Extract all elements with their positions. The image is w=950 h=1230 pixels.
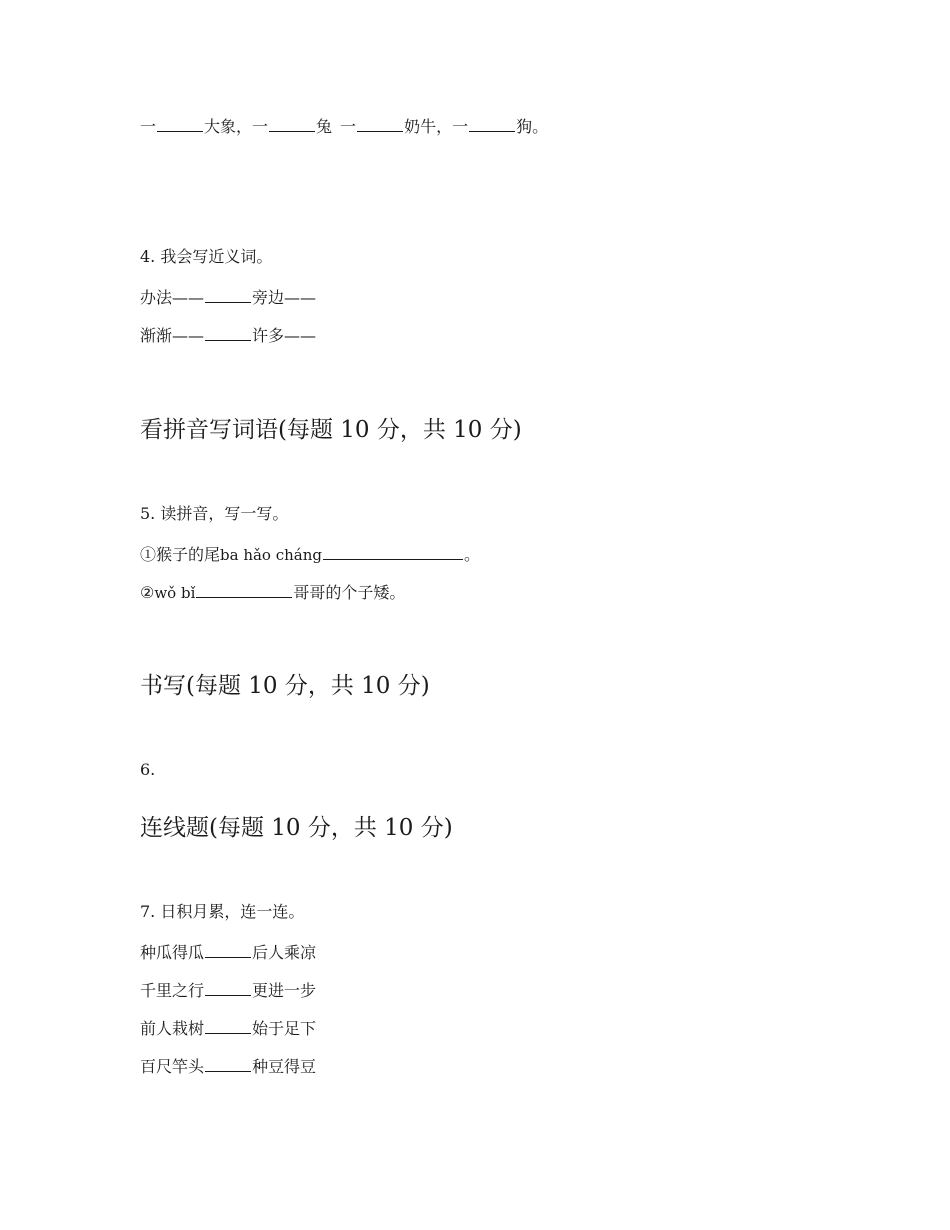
section-title-matching: 连线题(每题 10 分，共 10 分) bbox=[140, 815, 453, 841]
q5-line2-blank[interactable] bbox=[196, 580, 292, 598]
q5-title: 5. 读拼音，写一写。 bbox=[140, 504, 289, 523]
q3-text-1: 一 bbox=[140, 117, 157, 136]
q4-row2-blank-a[interactable] bbox=[205, 323, 251, 341]
q7-row2-blank[interactable] bbox=[205, 978, 251, 996]
q4-title: 4. 我会写近义词。 bbox=[140, 247, 273, 266]
q3-text-5: 奶牛，一 bbox=[404, 117, 469, 136]
q7-row1-left: 种瓜得瓜 bbox=[140, 943, 205, 962]
q3-text-3: 兔 bbox=[316, 117, 333, 136]
q5-line2-pinyin: wǒ bǐ bbox=[154, 584, 196, 602]
q3-text-4: 一 bbox=[340, 117, 357, 136]
q3-blank-2[interactable] bbox=[269, 114, 315, 132]
q3-blank-3[interactable] bbox=[357, 114, 403, 132]
q7-row1-right: 后人乘凉 bbox=[252, 943, 317, 962]
q3-blank-4[interactable] bbox=[469, 114, 515, 132]
q4-row1-word-b: 旁边—— bbox=[252, 288, 317, 307]
q7-row4-right: 种豆得豆 bbox=[252, 1057, 317, 1076]
q7-row bbox=[140, 978, 316, 1001]
q7-row3-left: 前人栽树 bbox=[140, 1019, 205, 1038]
q4-row2-word-b: 许多—— bbox=[252, 326, 317, 345]
q4-row-2 bbox=[140, 323, 316, 346]
section-title-pinyin: 看拼音写词语(每题 10 分，共 10 分) bbox=[140, 417, 522, 443]
q5-line1-pinyin: ba hǎo cháng bbox=[220, 546, 322, 564]
q3-text-2: 大象，一 bbox=[204, 117, 269, 136]
q7-row4-blank[interactable] bbox=[205, 1054, 251, 1072]
q5-line2-prefix: ② bbox=[140, 583, 155, 602]
q7-row3-right: 始于足下 bbox=[252, 1019, 317, 1038]
q7-row bbox=[140, 1016, 316, 1039]
q5-line-2 bbox=[140, 580, 405, 603]
q5-line2-suffix: 哥哥的个子矮。 bbox=[293, 583, 406, 602]
q5-line1-prefix: ①猴子的尾 bbox=[140, 545, 221, 564]
q5-line1-suffix: 。 bbox=[464, 545, 481, 564]
q4-row1-word-a: 办法—— bbox=[140, 288, 205, 307]
section-title-writing: 书写(每题 10 分，共 10 分) bbox=[140, 673, 430, 699]
q6-title: 6. bbox=[140, 760, 156, 779]
q4-row2-word-a: 渐渐—— bbox=[140, 326, 205, 345]
q7-row bbox=[140, 940, 316, 963]
q5-line-1 bbox=[140, 542, 480, 565]
q7-row3-blank[interactable] bbox=[205, 1016, 251, 1034]
q4-row1-blank-a[interactable] bbox=[205, 285, 251, 303]
q7-row4-left: 百尺竿头 bbox=[140, 1057, 205, 1076]
q7-row1-blank[interactable] bbox=[205, 940, 251, 958]
q3-blank-1[interactable] bbox=[157, 114, 203, 132]
q5-line1-blank[interactable] bbox=[323, 542, 463, 560]
q3-text-6: 狗。 bbox=[516, 117, 549, 136]
q4-row-1 bbox=[140, 285, 316, 308]
q7-row bbox=[140, 1054, 316, 1077]
q3-fill-line bbox=[140, 114, 548, 137]
q7-row2-left: 千里之行 bbox=[140, 981, 205, 1000]
q7-row2-right: 更进一步 bbox=[252, 981, 317, 1000]
q7-title: 7. 日积月累，连一连。 bbox=[140, 902, 305, 921]
